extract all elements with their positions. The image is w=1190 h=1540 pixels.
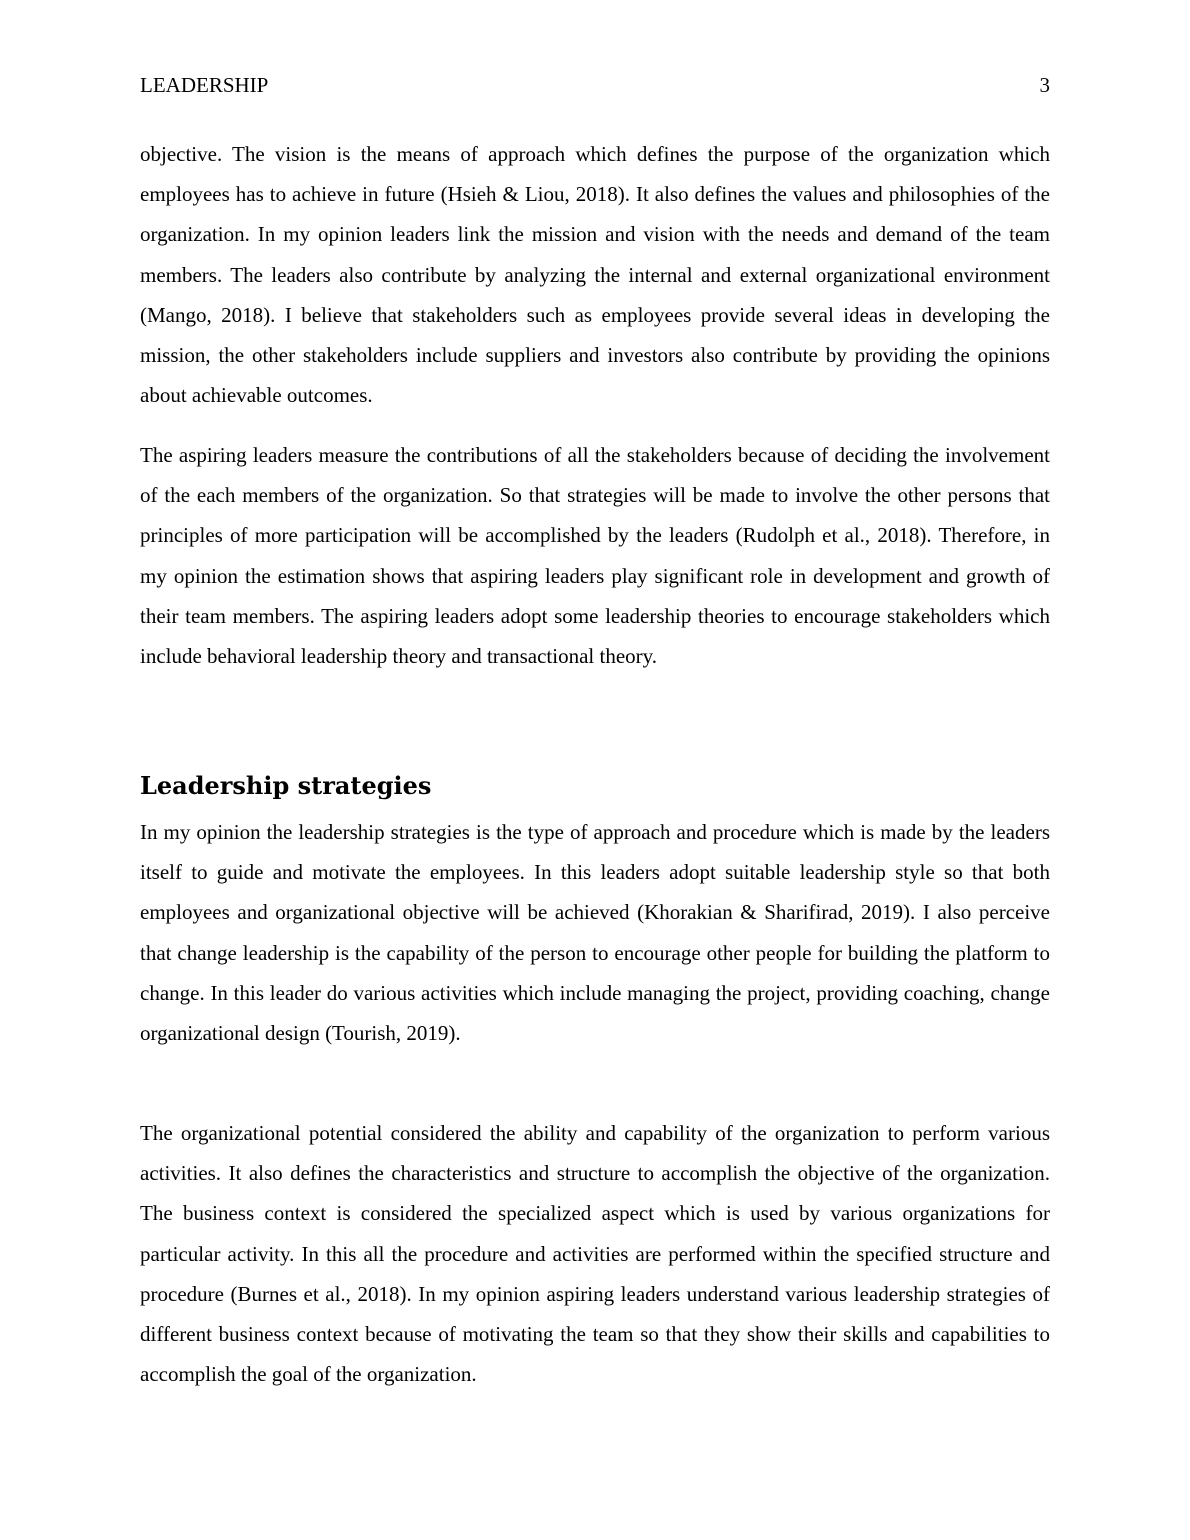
section-heading-leadership-strategies: Leadership strategies	[140, 771, 432, 800]
running-head: LEADERSHIP	[140, 73, 269, 97]
paragraph-vision: objective. The vision is the means of approach which defines the purpose of the organization which employees has to achieve in future (Hsieh & Liou, 2018). It also defines the values and philosophies of the organization. In my opinion leaders link the mission and vision with the needs and demand of the team members. The leaders also contribute by analyzing the internal and external organizational environment (Mango, 2018). I believe that stakeholders such as employees provide several ideas in developing the mission, the other stakeholders include suppliers and investors also contribute by providing the opinions about achievable outcomes.	[140, 142, 1050, 408]
page-number: 3	[1039, 73, 1050, 97]
page-header	[140, 70, 1050, 100]
paragraph-leadership-strategies: In my opinion the leadership strategies is the type of approach and procedure which is made by the leaders itself to guide and motivate the employees. In this leaders adopt suitable leadership style so that both employees and organizational objective will be achieved (Khorakian & Sharifirad, 2019). I also perceive that change leadership is the capability of the person to encourage other people for building the platform to change. In this leader do various activities which include managing the project, providing coaching, change organizational design (Tourish, 2019).	[140, 820, 1050, 1046]
paragraph-aspiring-leaders: The aspiring leaders measure the contributions of all the stakeholders because of deciding the involvement of the each members of the organization. So that strategies will be made to involve the other persons that principles of more participation will be accomplished by the leaders (Rudolph et al., 2018). Therefore, in my opinion the estimation shows that aspiring leaders play significant role in development and growth of their team members. The aspiring leaders adopt some leadership theories to encourage stakeholders which include behavioral leadership theory and transactional theory.	[140, 443, 1050, 669]
paragraph-organizational-potential: The organizational potential considered the ability and capability of the organization to perform various activities. It also defines the characteristics and structure to accomplish the objective of the organization. The business context is considered the specialized aspect which is used by various organizations for particular activity. In this all the procedure and activities are performed within the specified structure and procedure (Burnes et al., 2018). In my opinion aspiring leaders understand various leadership strategies of different business context because of motivating the team so that they show their skills and capabilities to accomplish the goal of the organization.	[140, 1121, 1050, 1387]
